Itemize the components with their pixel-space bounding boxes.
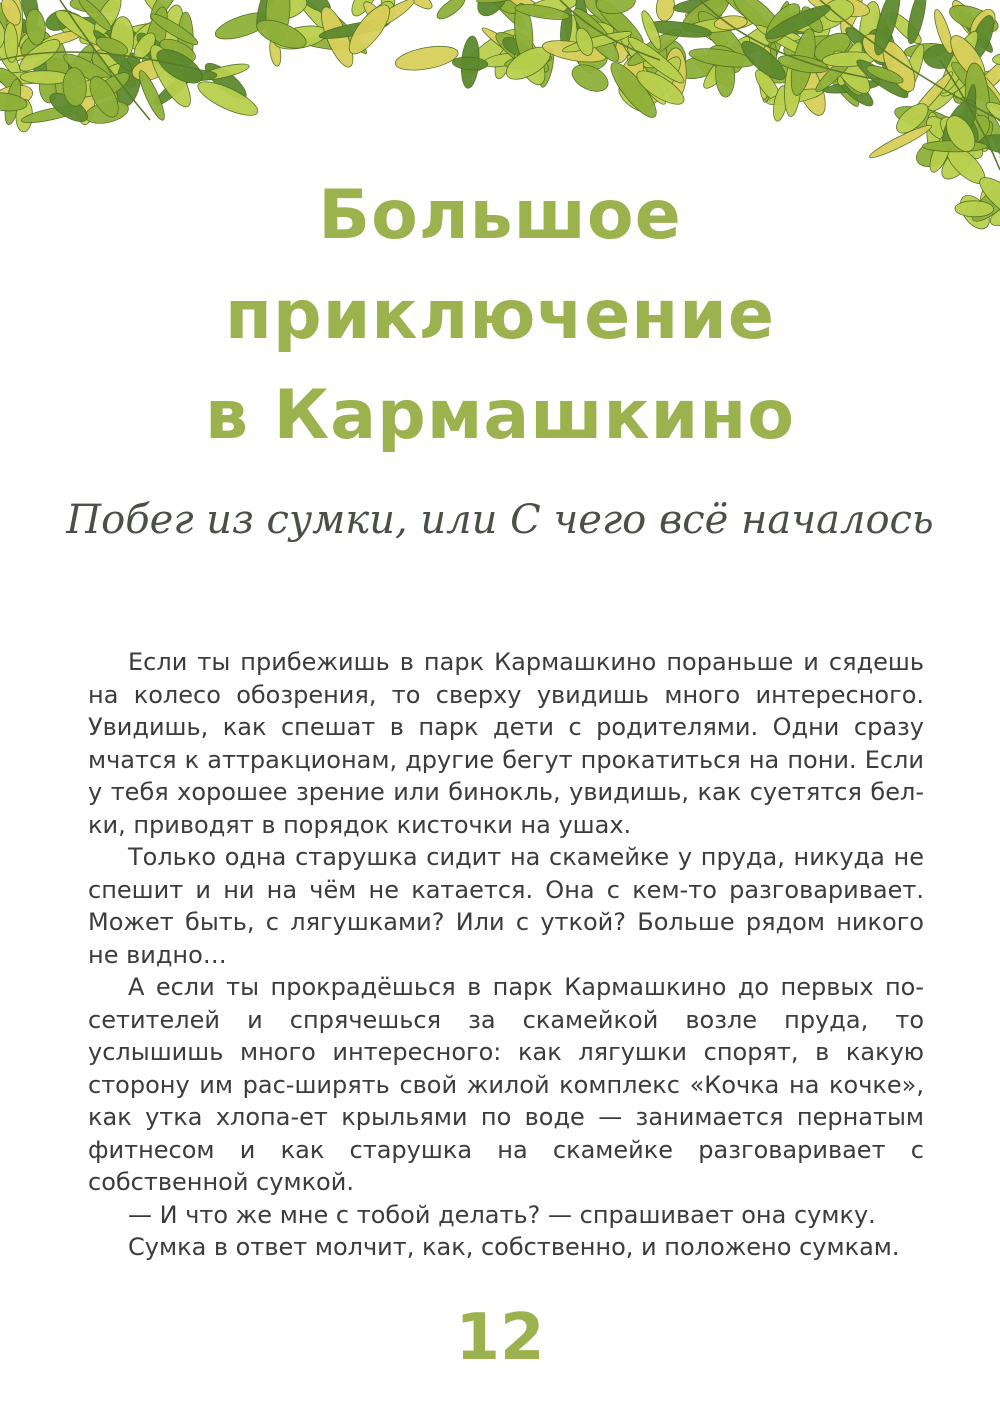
paragraph: — И что же мне с тобой делать? — спрашивает она сумку. bbox=[128, 1200, 876, 1229]
paragraph: А если ты прокрадёшься в парк Кармашкино до первых по-сетителей и спрячешься за скамейкой возле пруда, то услышишь много интересного: как лягушки спорят, в какую сторону им рас-ширять свой жилой комплекс «Кочка на кочке», как утка хлопа-ет крыльями по воде — занимается пернатым фитнесом и как старушка на скамейке разговаривает с собственной сумкой. bbox=[88, 973, 924, 1196]
paragraph: Сумка в ответ молчит, как, собственно, и положено сумкам. bbox=[128, 1233, 900, 1261]
page-number: 12 bbox=[455, 1301, 545, 1375]
title-line-1: Большое bbox=[318, 176, 682, 255]
leaf bbox=[394, 42, 460, 74]
chapter-subtitle: Побег из сумки, или С чего всё началось bbox=[66, 497, 934, 543]
leaf bbox=[655, 0, 676, 22]
leaf bbox=[992, 51, 1000, 66]
title-line-2: приключение bbox=[225, 276, 775, 355]
body-text bbox=[88, 646, 924, 1264]
paragraph: Если ты прибежишь в парк Кармашкино пораньше и сядешь на колесо обозрения, то сверху увидишь много интересного. Увидишь, как спешат в парк дети с родителями. Одни сразу мчатся к аттракционам, другие бегут прокатиться на пони. Если у тебя хорошее зрение или бинокль, увидишь, как суетятся бел-ки, приводят в порядок кисточки на ушах. bbox=[88, 648, 924, 839]
title-line-3: в Кармашкино bbox=[204, 376, 796, 455]
leaf bbox=[434, 0, 468, 23]
paragraph: Только одна старушка сидит на скамейке у пруда, никуда не спешит и ни на чём не катается. Она с кем-то разговаривает. Может быть, с лягушками? Или с уткой? Больше рядом никого не видно… bbox=[88, 843, 924, 969]
